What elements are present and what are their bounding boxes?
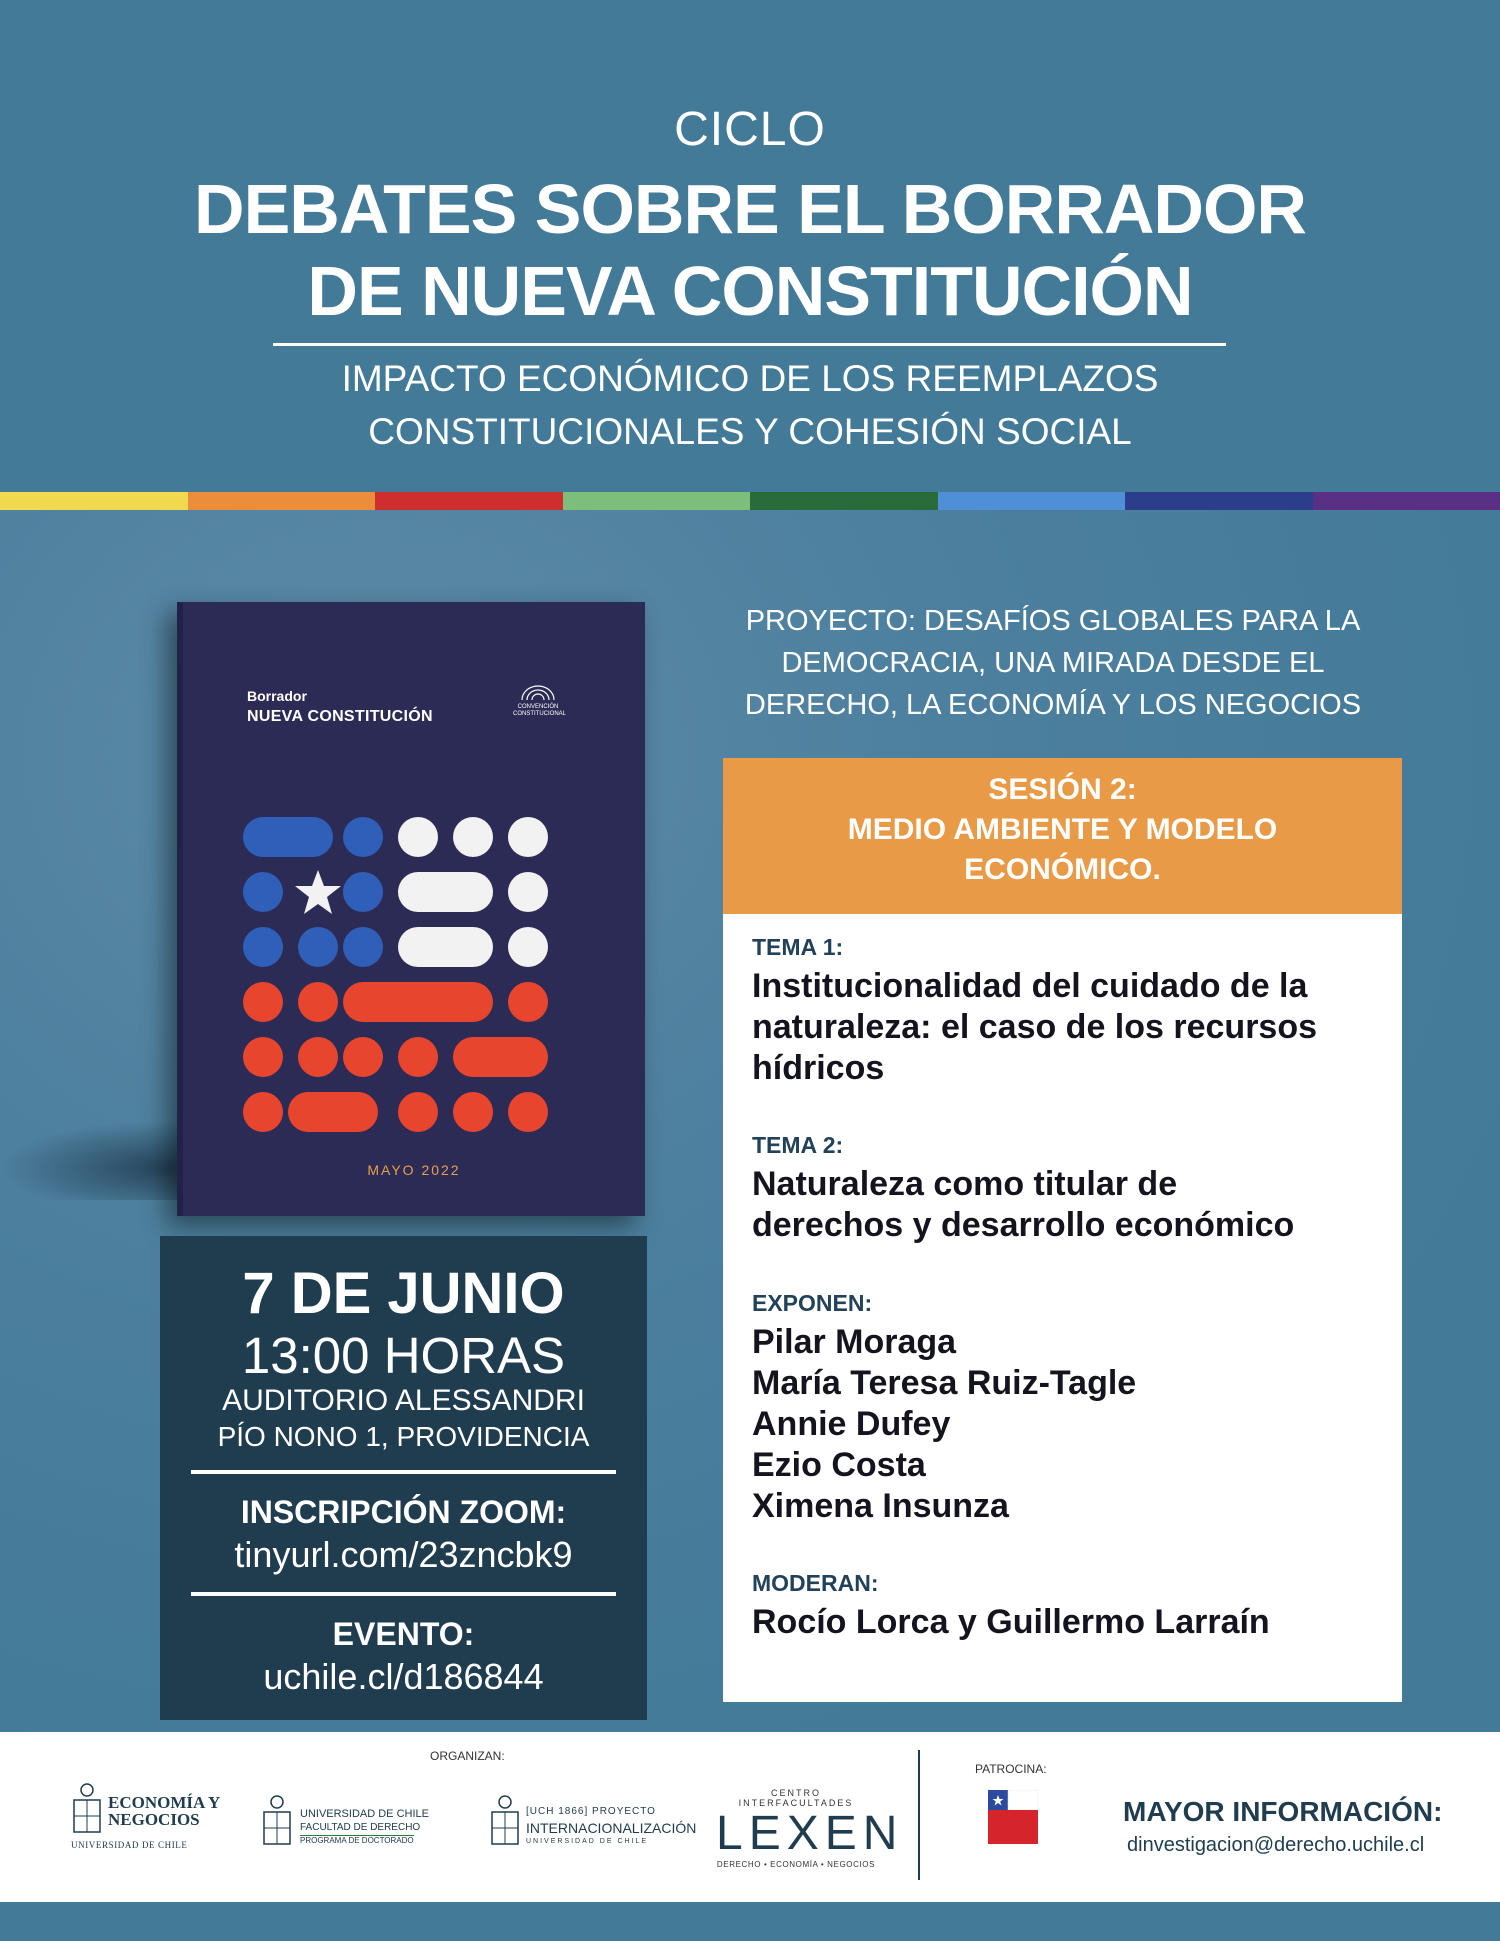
fen-name-line-1: ECONOMÍA Y [108,1793,221,1812]
blue-dot [243,927,283,967]
fen-logo [68,1782,228,1862]
internacionalizacion-logo [486,1794,697,1864]
book-date: MAYO 2022 [367,1162,461,1178]
red-pill [288,1092,378,1132]
star-icon [295,870,341,914]
session-title-line-1: SESIÓN 2: [988,773,1137,806]
derecho-line-1: UNIVERSIDAD DE CHILE [300,1808,429,1820]
session-title-line-3: ECONÓMICO. [964,853,1161,886]
ministerio-logo [988,1790,1038,1844]
session-details [723,914,1402,1702]
red-pill [343,982,493,1022]
bottom-band [0,1902,1500,1941]
white-dot [508,927,548,967]
project-line-1: PROYECTO: DESAFÍOS GLOBALES PARA LA [745,605,1361,637]
moderan-label: MODERAN: [752,1570,879,1596]
rainbow-segment [750,492,938,510]
blue-dot [298,927,338,967]
fen-name [108,1794,220,1828]
fen-name-line-2: NEGOCIOS [108,1810,200,1829]
tema2-line-1: Naturaleza como titular de [752,1165,1178,1203]
session-header [723,758,1402,914]
red-pill [453,1037,548,1077]
tema1-line-1: Institucionalidad del cuidado de la [752,967,1308,1005]
divider [191,1592,616,1596]
moderators: Rocío Lorca y Guillermo Larraín [752,1603,1270,1641]
speaker-name: Ximena Insunza [752,1487,1009,1525]
subtitle-line-2: CONSTITUCIONALES Y COHESIÓN SOCIAL [368,411,1132,452]
red-dot [453,1092,493,1132]
speaker-name: Annie Dufey [752,1405,951,1443]
event-date: 7 DE JUNIO [242,1261,565,1326]
speaker-name: María Teresa Ruiz-Tagle [752,1364,1137,1402]
tema1-line-2: naturaleza: el caso de los recursos [752,1008,1318,1046]
project-line-2: DEMOCRACIA, UNA MIRADA DESDE EL [781,647,1325,679]
derecho-logo [258,1794,448,1864]
fen-subtitle: UNIVERSIDAD DE CHILE [71,1840,188,1850]
book-shadow [0,1120,190,1200]
lexen-top: CENTRO INTERFACULTADES [738,1788,854,1808]
event-time: 13:00 HORAS [241,1327,566,1384]
subtitle-line-1: IMPACTO ECONÓMICO DE LOS REEMPLAZOS [341,358,1159,399]
organizan-label: ORGANIZAN: [430,1749,505,1763]
speaker-name: Pilar Moraga [752,1323,957,1361]
blue-dot [343,872,383,912]
red-dot [243,1092,283,1132]
speaker-list [752,1322,1136,1527]
rainbow-segment [563,492,751,510]
header-divider [273,343,1226,346]
page-title [0,168,1500,332]
tema2-line-2: derechos y desarrollo económico [752,1206,1295,1244]
white-dot [453,817,493,857]
header [0,0,1500,492]
int-line-1: [UCH 1866] PROYECTO [526,1806,656,1817]
int-line-2: INTERNACIONALIZACIÓN [526,1820,697,1836]
speaker-name: Ezio Costa [752,1446,926,1484]
convention-emblem-icon [520,684,556,702]
event-link[interactable]: uchile.cl/d186844 [263,1656,544,1697]
event-venue: AUDITORIO ALESSANDRI [222,1384,585,1417]
convention-emblem-text: CONVENCIÓN CONSTITUCIONAL [513,704,567,717]
convention-emblem [513,684,567,718]
more-info-email[interactable]: dinvestigacion@derecho.uchile.cl [1127,1834,1425,1856]
rainbow-segment [0,492,188,510]
title-line-2: DE NUEVA CONSTITUCIÓN [307,252,1193,330]
blue-dot [243,872,283,912]
white-dot [508,817,548,857]
red-dot [398,1092,438,1132]
footer [0,1732,1500,1902]
more-info-label: MAYOR INFORMACIÓN: [1123,1796,1443,1827]
university-crest-icon [488,1794,522,1852]
red-dot [298,982,338,1022]
title-line-1: DEBATES SOBRE EL BORRADOR [194,170,1306,248]
exponen-label: EXPONEN: [752,1290,873,1316]
derecho-line-3: PROGRAMA DE DOCTORADO [300,1836,414,1845]
blue-dot [343,817,383,857]
red-dot [243,982,283,1022]
tema2-label: TEMA 2: [752,1132,844,1158]
lexen-name: LEXEN [716,1807,904,1860]
divider [191,1470,616,1474]
blue-pill [243,817,333,857]
tema1-title [752,966,1382,1089]
rainbow-segment [1313,492,1500,510]
flag-illustration [243,817,593,1137]
footer-divider [918,1750,920,1880]
tema1-label: TEMA 1: [752,934,844,960]
lexen-logo [716,1788,904,1869]
event-address: PÍO NONO 1, PROVIDENCIA [217,1421,590,1452]
lexen-bottom: DERECHO • ECONOMÍA • NEGOCIOS [716,1860,876,1869]
book-title: NUEVA CONSTITUCIÓN [247,708,433,725]
project-description [723,600,1383,726]
university-crest-icon [260,1794,294,1852]
red-dot [243,1037,283,1077]
zoom-label: INSCRIPCIÓN ZOOM: [240,1494,567,1530]
tema2-title [752,1164,1382,1246]
rainbow-segment [1125,492,1313,510]
event-info-box [160,1236,647,1720]
int-line-3: UNIVERSIDAD DE CHILE [526,1838,649,1845]
red-dot [343,1037,383,1077]
white-pill [398,872,493,912]
rainbow-segment [938,492,1126,510]
patrocina-label: PATROCINA: [975,1762,1047,1776]
government-flag-icon [988,1790,1038,1844]
event-label: EVENTO: [332,1616,475,1652]
university-crest-icon [70,1782,104,1840]
white-dot [508,872,548,912]
white-dot [398,817,438,857]
derecho-line-2: FACULTAD DE DERECHO [300,1822,421,1833]
book-cover [177,602,645,1216]
rainbow-segment [188,492,376,510]
rainbow-bar [0,492,1500,510]
series-label: CICLO [674,103,826,156]
subtitle [0,352,1500,458]
book-label-small: Borrador [247,688,307,704]
red-dot [508,982,548,1022]
white-pill [398,927,493,967]
red-dot [298,1037,338,1077]
red-dot [508,1092,548,1132]
zoom-link[interactable]: tinyurl.com/23zncbk9 [234,1534,573,1575]
red-dot [398,1037,438,1077]
rainbow-segment [375,492,563,510]
project-line-3: DERECHO, LA ECONOMÍA Y LOS NEGOCIOS [744,689,1362,721]
tema1-line-3: hídricos [752,1049,885,1087]
session-title-line-2: MEDIO AMBIENTE Y MODELO [847,813,1278,846]
blue-dot [343,927,383,967]
